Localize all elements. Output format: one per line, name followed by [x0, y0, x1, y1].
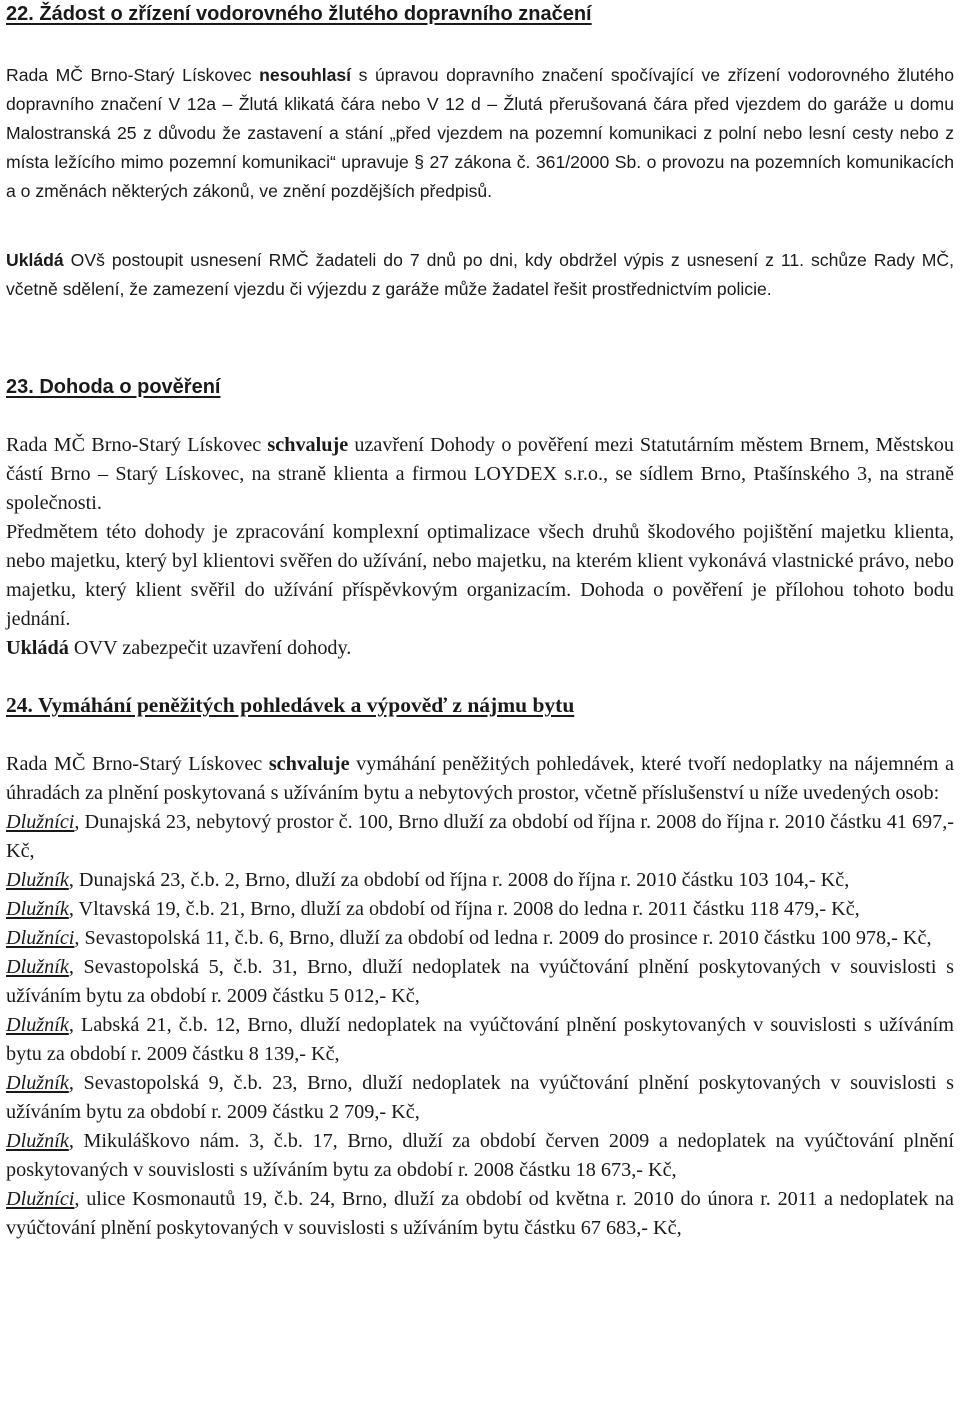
section-24-text: vymáhání peněžitých pohledávek, které tvoří nedoplatky na nájemném a úhradách za plnění poskytovaná s užíváním bytu a nebytových prostor, včetně příslušenství u níže uvedených osob:	[6, 753, 954, 804]
debtor-entry	[6, 953, 954, 1011]
section-22-intro: Rada MČ Brno-Starý Lískovec	[6, 65, 252, 85]
debtor-text: , ulice Kosmonautů 19, č.b. 24, Brno, dluží za období od května r. 2010 do února r. 2011 a nedoplatek na vyúčtování plnění poskytovaných v souvislosti s užíváním bytu částku 67 683,- Kč,	[6, 1188, 954, 1239]
section-23-paragraph-1	[6, 431, 954, 518]
debtor-text: , Vltavská 19, č.b. 21, Brno, dluží za období od října r. 2008 do ledna r. 2011 částku 118 479,- Kč,	[68, 898, 860, 920]
section-22-ukl-verb: Ukládá	[6, 250, 64, 270]
section-24-verb: schvaluje	[268, 753, 350, 775]
debtor-label: Dlužník	[6, 869, 69, 891]
debtor-label: Dlužník	[6, 1072, 69, 1094]
debtor-entry	[6, 866, 954, 895]
section-22-text: s úpravou dopravního značení spočívající ve zřízení vodorovného žlutého dopravního značení V 12a – Žlutá klikatá čára nebo V 12 d – Žlutá přerušovaná čára před vjezdem do garáže u domu Malostranská 25 z důvodu že zastavení a stání „před vjezdem na pozemní komunikaci z polní nebo lesní cesty nebo z místa ležícího mimo pozemní komunikaci“ upravuje § 27 zákona č. 361/2000 Sb. o provozu na pozemních komunikacích a o změnách některých zákonů, ve znění pozdějších předpisů.	[6, 65, 954, 201]
debtor-text: , Mikuláškovo nám. 3, č.b. 17, Brno, dluží za období červen 2009 a nedoplatek na vyúčtování plnění poskytovaných v souvislosti s užíváním bytu za období r. 2008 částku 18 673,- Kč,	[6, 1130, 954, 1181]
section-23-paragraph-2: Předmětem této dohody je zpracování komplexní optimalizace všech druhů škodového pojištění majetku klienta, nebo majetku, který byl klientovi svěřen do užívání, nebo majetku, na kterém klient vykonává vlastnické právo, nebo majetku, který klient svěřil do užívání příspěvkovým organizacím. Dohoda o pověření je přílohou tohoto bodu jednání.	[6, 521, 954, 630]
debtor-entry	[6, 808, 954, 866]
section-24-paragraph-1	[6, 750, 954, 808]
section-22-heading: 22. Žádost o zřízení vodorovného žlutého dopravního značení	[6, 3, 592, 25]
debtor-text: , Dunajská 23, č.b. 2, Brno, dluží za období od října r. 2008 do října r. 2010 částku 103 104,- Kč,	[68, 869, 850, 891]
debtor-entry	[6, 1127, 954, 1185]
debtor-text: , Labská 21, č.b. 12, Brno, dluží nedoplatek na vyúčtování plnění poskytovaných v souvislosti s užíváním bytu za období r. 2009 částku 8 139,- Kč,	[6, 1014, 954, 1065]
section-23-verb: schvaluje	[267, 434, 349, 456]
section-24-heading: 24. Vymáhání peněžitých pohledávek a výpověď z nájmu bytu	[6, 693, 575, 717]
section-24-body	[6, 750, 954, 1243]
debtor-text: , Sevastopolská 5, č.b. 31, Brno, dluží nedoplatek na vyúčtování plnění poskytovaných v souvislosti s užíváním bytu za období r. 2009 částku 5 012,- Kč,	[6, 956, 954, 1007]
section-23-ukl-verb: Ukládá	[6, 637, 69, 659]
debtor-label: Dlužník	[6, 956, 69, 978]
debtor-label: Dlužník	[6, 898, 69, 920]
debtor-label: Dlužníci	[6, 811, 75, 833]
debtor-entry	[6, 1185, 954, 1243]
section-24-intro: Rada MČ Brno-Starý Lískovec	[6, 753, 269, 775]
section-22-verb: nesouhlasí	[259, 65, 352, 85]
debtor-label: Dlužníci	[6, 927, 75, 949]
debtor-entry	[6, 1069, 954, 1127]
section-22-ukl-text: OVš postoupit usnesení RMČ žadateli do 7 dnů po dni, kdy obdržel výpis z usnesení z 11. schůze Rady MČ, včetně sdělení, že zamezení vjezdu či výjezdu z garáže může žadatel řešit prostřednictvím policie.	[6, 250, 954, 299]
debtor-entry	[6, 1011, 954, 1069]
section-23-text: uzavření Dohody o pověření mezi Statutárním městem Brnem, Městskou částí Brno – Starý Lískovec, na straně klienta a firmou LOYDEX s.r.o., se sídlem Brno, Ptašínského 3, na straně společnosti.	[6, 434, 954, 514]
debtor-entry	[6, 924, 954, 953]
debtor-text: , Dunajská 23, nebytový prostor č. 100, Brno dluží za období od října r. 2008 do října r. 2010 částku 41 697,- Kč,	[6, 811, 954, 862]
section-23-intro: Rada MČ Brno-Starý Lískovec	[6, 434, 268, 456]
debtor-entry	[6, 895, 954, 924]
section-22-paragraph-2	[6, 246, 954, 304]
section-22-paragraph-1	[6, 61, 954, 206]
debtor-label: Dlužník	[6, 1014, 69, 1036]
section-23-paragraph-3	[6, 634, 954, 663]
debtor-text: , Sevastopolská 11, č.b. 6, Brno, dluží za období od ledna r. 2009 do prosince r. 2010 částku 100 978,- Kč,	[74, 927, 932, 949]
section-23-ukl-text: OVV zabezpečit uzavření dohody.	[68, 637, 352, 659]
section-23-heading: 23. Dohoda o pověření	[6, 376, 221, 398]
debtor-label: Dlužník	[6, 1130, 69, 1152]
debtor-text: , Sevastopolská 9, č.b. 23, Brno, dluží nedoplatek na vyúčtování plnění poskytovaných v souvislosti s užíváním bytu za období r. 2009 částku 2 709,- Kč,	[6, 1072, 954, 1123]
debtor-label: Dlužníci	[6, 1188, 75, 1210]
